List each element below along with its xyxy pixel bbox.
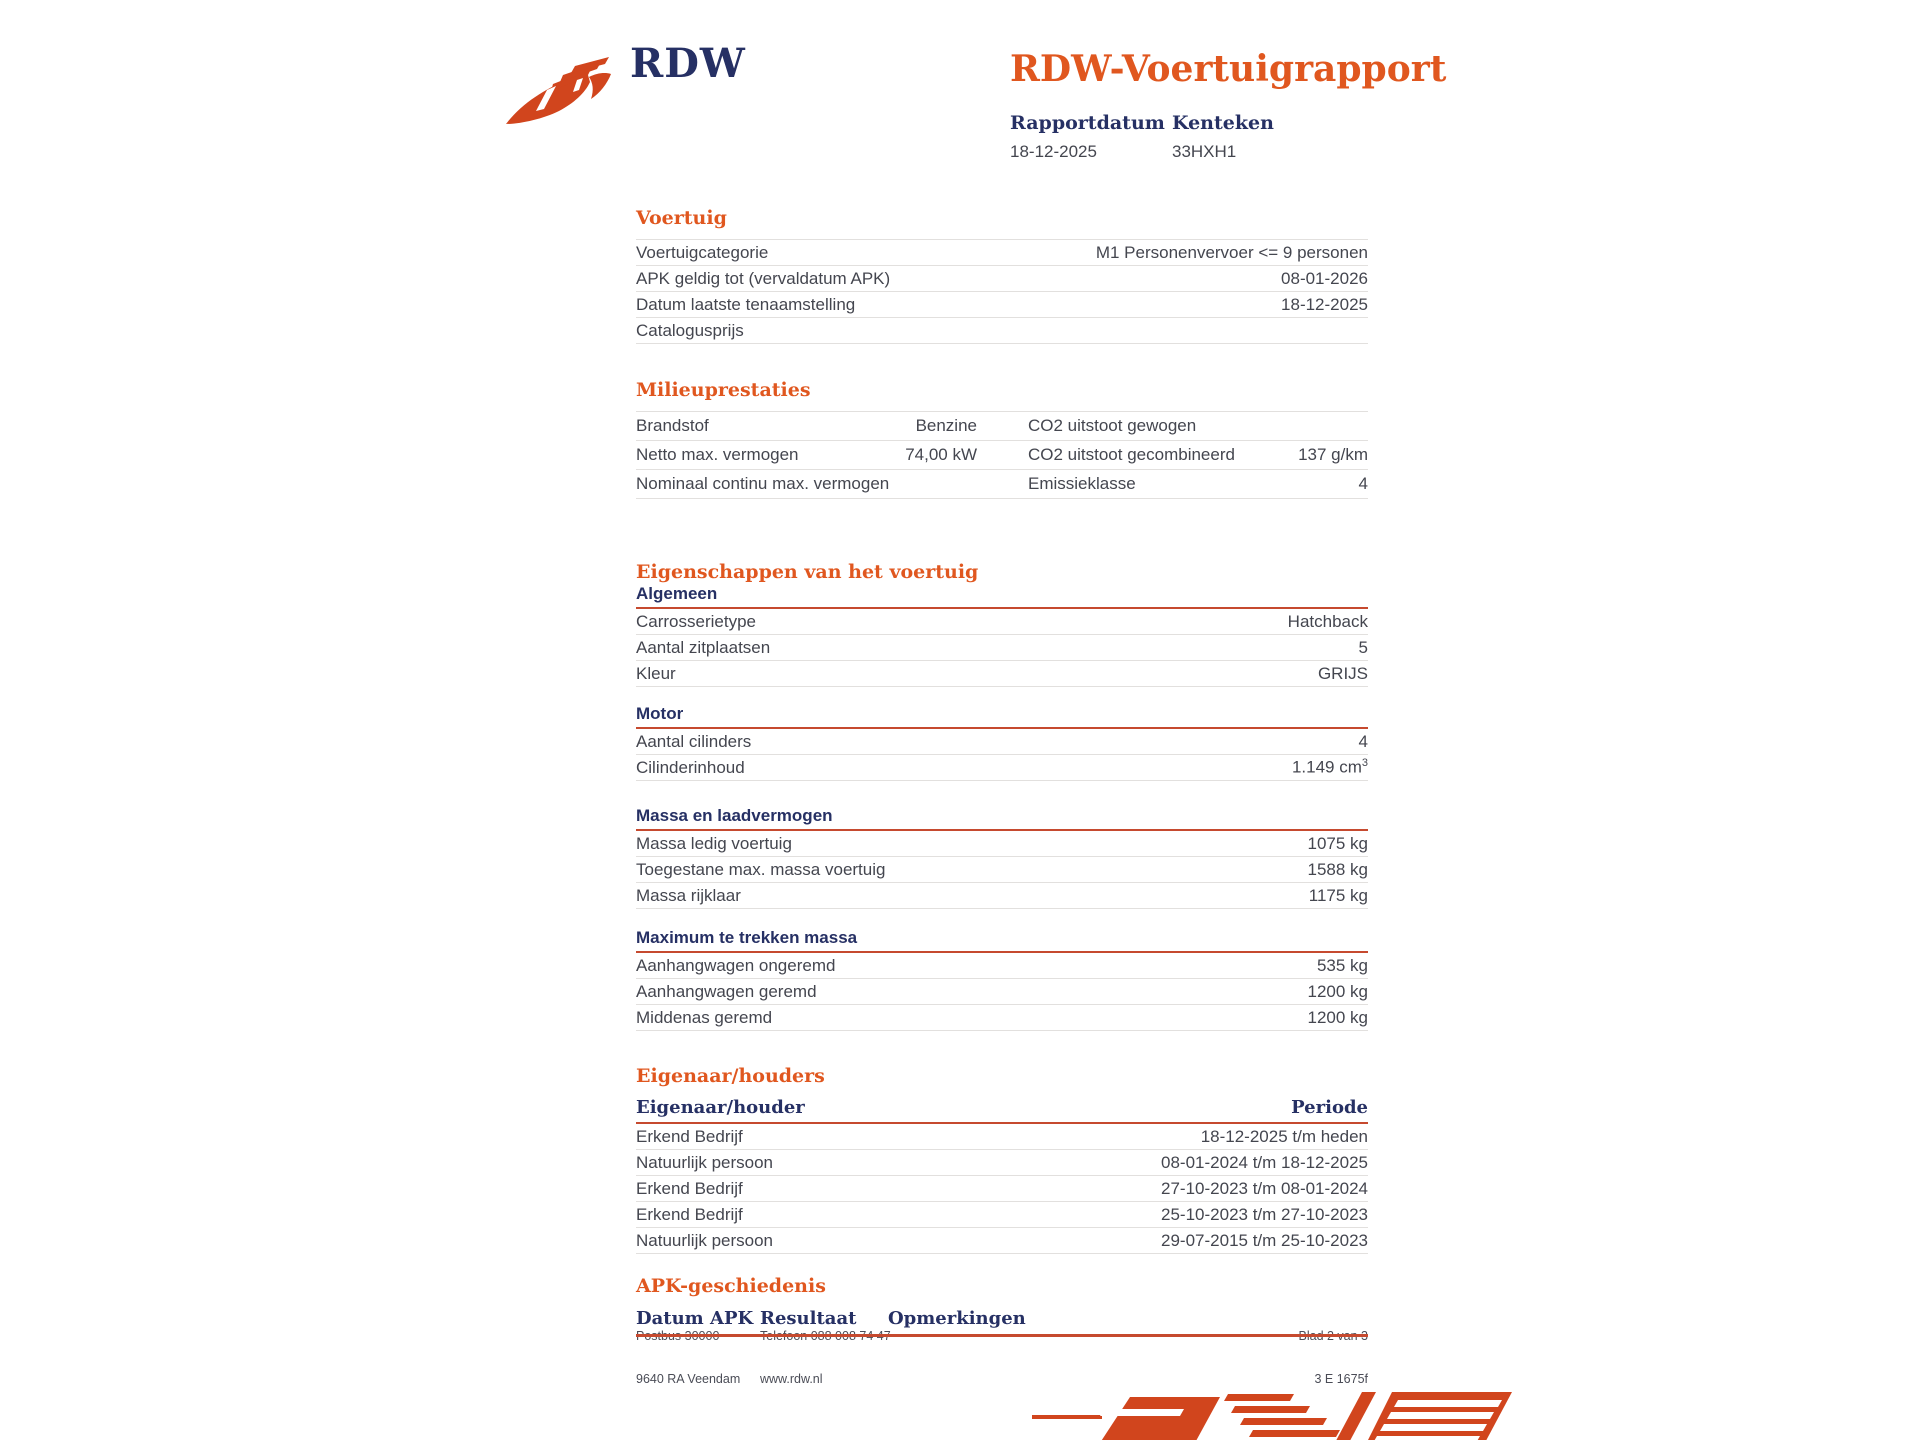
row-label: Catalogusprijs: [636, 320, 744, 340]
row-label: Emissieklasse: [1028, 474, 1136, 493]
row-label: Aanhangwagen ongeremd: [636, 955, 836, 975]
owner-period: 25-10-2023 t/m 27-10-2023: [1161, 1204, 1368, 1224]
license-plate-label: Kenteken: [1172, 112, 1274, 134]
row-label: CO2 uitstoot gecombineerd: [1028, 445, 1235, 464]
row-label: Carrosserietype: [636, 611, 756, 631]
trekken-table: [636, 953, 1368, 1031]
voertuig-table: [636, 239, 1368, 344]
row-label: Netto max. vermogen: [636, 445, 799, 464]
row-value: 137 g/km: [1298, 445, 1368, 464]
orange-rule: [636, 1334, 1368, 1337]
row-value: M1 Personenvervoer <= 9 personen: [1095, 242, 1368, 262]
owner-name: Erkend Bedrijf: [636, 1204, 743, 1224]
table-row: [636, 953, 1368, 979]
rdw-feather-icon: [503, 56, 623, 132]
row-label: Aantal zitplaatsen: [636, 637, 771, 657]
row-label: Datum laatste tenaamstelling: [636, 294, 856, 314]
row-label: Brandstof: [636, 416, 709, 435]
row-value: 1.149 $cm^3$: [1291, 757, 1368, 777]
row-value: 18-12-2025: [1281, 294, 1368, 314]
table-row: [636, 883, 1368, 909]
owner-period: 18-12-2025 t/m heden: [1200, 1126, 1368, 1146]
table-row: [636, 831, 1368, 857]
subsection-title: Maximum te trekken massa: [636, 928, 858, 947]
table-row: [636, 266, 1368, 292]
rdw-logo-text: RDW: [630, 40, 746, 87]
row-label: Massa ledig voertuig: [636, 833, 792, 853]
table-row: [636, 292, 1368, 318]
milieu-table: [636, 411, 1368, 499]
subsection-massa: [636, 806, 1368, 909]
table-row: [636, 1176, 1368, 1202]
table-row: [636, 412, 1368, 441]
owner-name: Erkend Bedrijf: [636, 1178, 743, 1198]
table-row: [636, 1202, 1368, 1228]
table-row: [636, 857, 1368, 883]
section-title-apk: APK-geschiedenis: [636, 1275, 826, 1297]
row-label: APK geldig tot (vervaldatum APK): [636, 268, 891, 288]
row-value: 74,00 kW: [905, 445, 977, 464]
row-label: Cilinderinhoud: [636, 757, 745, 777]
row-value: 4: [1358, 474, 1368, 493]
row-label: Aanhangwagen geremd: [636, 981, 817, 1001]
column-header-datum-apk: Datum APK: [636, 1308, 754, 1329]
section-voertuig: [636, 206, 1368, 344]
table-row: [636, 1124, 1368, 1150]
owner-table-header: [636, 1097, 1368, 1119]
algemeen-table: [636, 609, 1368, 687]
report-date-label: Rapportdatum: [1010, 112, 1165, 134]
row-value: 1075 kg: [1307, 833, 1368, 853]
owner-period: 29-07-2015 t/m 25-10-2023: [1161, 1230, 1368, 1250]
rdw-feather-watermark-icon: [1032, 1392, 1524, 1440]
table-row: [636, 1005, 1368, 1031]
table-row: [636, 661, 1368, 687]
owner-period: 08-01-2024 t/m 18-12-2025: [1161, 1152, 1368, 1172]
row-label: Kleur: [636, 663, 676, 683]
motor-table: [636, 729, 1368, 781]
section-milieuprestaties: [636, 378, 1368, 499]
massa-table: [636, 831, 1368, 909]
section-title-eigenschappen: Eigenschappen van het voertuig: [636, 561, 979, 583]
footer-form-code: 3 E 1675f: [1314, 1372, 1368, 1386]
row-value: 1175 kg: [1308, 885, 1368, 905]
table-row: [636, 240, 1368, 266]
row-value: 535 kg: [1316, 955, 1368, 975]
section-title-eigenaar: Eigenaar/houders: [636, 1065, 825, 1087]
row-label: CO2 uitstoot gewogen: [1028, 416, 1197, 435]
column-header-owner: Eigenaar/houder: [636, 1097, 805, 1118]
footer-website-link[interactable]: www.rdw.nl: [760, 1372, 823, 1386]
apk-table-header: [636, 1307, 1368, 1329]
row-value: 1200 kg: [1307, 981, 1368, 1001]
row-label: Voertuigcategorie: [636, 242, 769, 262]
section-eigenaar-houders: [636, 1064, 1368, 1254]
section-title-voertuig: Voertuig: [636, 207, 727, 229]
subsection-title: Algemeen: [636, 584, 718, 603]
row-label: Toegestane max. massa voertuig: [636, 859, 886, 879]
table-row: [636, 318, 1368, 344]
row-value: 4: [1358, 731, 1368, 751]
owner-table: [636, 1124, 1368, 1254]
column-header-opmerkingen: Opmerkingen: [888, 1308, 1026, 1329]
footer-line-2: [636, 1372, 1368, 1388]
owner-name: Erkend Bedrijf: [636, 1126, 743, 1146]
section-apk-geschiedenis: [636, 1274, 1368, 1329]
row-value: 1200 kg: [1307, 1007, 1368, 1027]
table-row: [636, 1228, 1368, 1254]
footer-line-1: [636, 1329, 1368, 1345]
row-label: Aantal cilinders: [636, 731, 752, 751]
subsection-trekken-massa: [636, 928, 1368, 1031]
row-value: Benzine: [915, 416, 977, 435]
owner-name: Natuurlijk persoon: [636, 1230, 774, 1250]
table-row: [636, 729, 1368, 755]
owner-period: 27-10-2023 t/m 08-01-2024: [1161, 1178, 1368, 1198]
row-value: GRIJS: [1317, 663, 1368, 683]
row-label: Massa rijklaar: [636, 885, 741, 905]
subsection-motor: [636, 704, 1368, 781]
section-title-milieuprestaties: Milieuprestaties: [636, 379, 811, 401]
table-row: [636, 635, 1368, 661]
table-row: [636, 755, 1368, 781]
column-header-period: Periode: [1291, 1097, 1368, 1118]
subsection-algemeen: [636, 584, 1368, 687]
row-label: Middenas geremd: [636, 1007, 773, 1027]
column-header-resultaat: Resultaat: [760, 1308, 857, 1329]
row-value: Hatchback: [1287, 611, 1368, 631]
row-value: 1588 kg: [1307, 859, 1368, 879]
subsection-title: Massa en laadvermogen: [636, 806, 833, 825]
table-row: [636, 470, 1368, 499]
page-title: RDW-Voertuigrapport: [1010, 48, 1447, 90]
row-label: Nominaal continu max. vermogen: [636, 474, 890, 493]
table-row: [636, 441, 1368, 470]
row-value: 08-01-2026: [1281, 268, 1368, 288]
footer-city: 9640 RA Veendam: [636, 1372, 741, 1386]
table-row: [636, 979, 1368, 1005]
subsection-title: Motor: [636, 704, 684, 723]
report-date-value: 18-12-2025: [1010, 142, 1097, 161]
table-row: [636, 1150, 1368, 1176]
owner-name: Natuurlijk persoon: [636, 1152, 774, 1172]
table-row: [636, 609, 1368, 635]
license-plate-value: 33HXH1: [1172, 142, 1237, 161]
row-value: 5: [1358, 637, 1368, 657]
